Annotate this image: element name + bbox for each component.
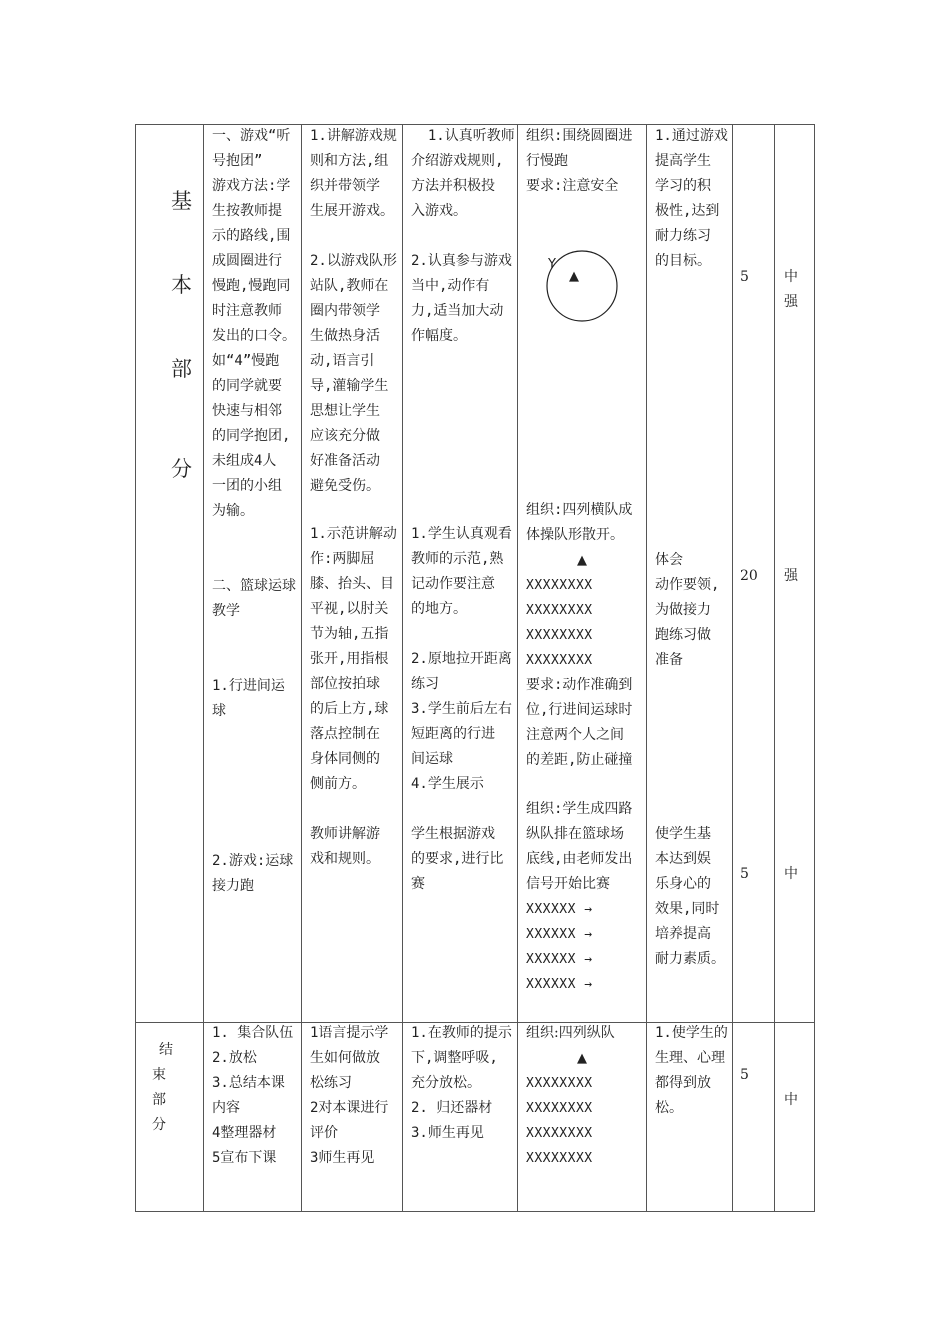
col-line <box>814 124 815 1212</box>
section-label-char: 部 <box>171 357 192 381</box>
col-line <box>774 124 775 1212</box>
table-border-bottom <box>135 1211 815 1212</box>
section-label-char: 本 <box>171 273 192 297</box>
end-time-cell: 5 <box>740 1067 749 1083</box>
basic-org-game: 组织:围绕圆圈进 行慢跑 要求:注意安全 <box>526 128 633 194</box>
end-teacher-cell: 1语言提示学 生如何做放 松练习 2对本课进行 评价 3师生再见 <box>310 1025 389 1166</box>
end-goal-cell: 1.使学生的 生理、心理 都得到放 松。 <box>655 1025 728 1116</box>
circle-x-mark: Y <box>548 257 556 272</box>
end-label-char: 部 <box>152 1092 166 1108</box>
basic-goal-game: 1.通过游戏 提高学生 学习的积 极性,达到 耐力练习 的目标。 <box>655 128 728 269</box>
end-label-char: 结 <box>159 1042 173 1058</box>
basic-student-relay: 学生根据游戏 的要求,进行比 赛 <box>411 826 504 892</box>
end-label-char: 分 <box>152 1117 166 1133</box>
dribble-formation-rows: XXXXXXXX XXXXXXXX XXXXXXXX XXXXXXXX <box>526 578 593 668</box>
end-formation-rows: XXXXXXXX XXXXXXXX XXXXXXXX XXXXXXXX <box>526 1076 593 1166</box>
end-org-top: 组织:四列纵队 <box>526 1025 615 1041</box>
col-line <box>402 124 403 1212</box>
teacher-triangle-icon: ▲ <box>569 269 579 284</box>
col-line <box>732 124 733 1212</box>
section-label-char: 基 <box>171 189 192 213</box>
basic-time-relay: 5 <box>740 866 749 882</box>
lesson-plan-table <box>135 124 815 1212</box>
basic-teacher-dribble: 1.示范讲解动 作:两脚屈 膝、抬头、目 平视,以肘关 节为轴,五指 张开,用指根 部位按拍球 的后上方,球 落点控制在 身体同侧的 侧前方。 <box>310 526 397 792</box>
basic-org-relay-top: 组织:学生成四路 纵队排在篮球场 底线,由老师发出 信号开始比赛 <box>526 801 633 892</box>
teacher-triangle-icon: ▲ <box>577 553 587 568</box>
basic-content-cell: 一、游戏“听 号抱团” 游戏方法:学 生按教师提 示的路线,围 成圆圈进行 慢跑,慢跑同 时注意教师 发出的口令。 如“4”慢跑 的同学就要 快速与相邻 的同学抱团, 未组成4人 一团的小组 为输。 二、篮球运球 教学 1.行进间运 球 2.游戏:运球 接力跑 <box>212 128 296 894</box>
basic-student-dribble: 1.学生认真观看 教师的示范,熟 记动作要注意 的地方。 2.原地拉开距离 练习 3.学生前后左右 短距离的行进 间运球 4.学生展示 <box>411 526 512 792</box>
end-content-cell: 1. 集合队伍 2.放松 3.总结本课 内容 4整理器材 5宣布下课 <box>212 1025 294 1166</box>
basic-teacher-relay: 教师讲解游 戏和规则。 <box>310 826 380 867</box>
basic-goal-relay: 使学生基 本达到娱 乐身心的 效果,同时 培养提高 耐力素质。 <box>655 826 725 967</box>
col-line <box>517 124 518 1212</box>
basic-teacher-game: 1.讲解游戏规 则和方法,组 织并带领学 生展开游戏。 2.以游戏队形 站队,教师在 圈内带领学 生做热身活 动,语言引 导,灌输学生 思想让学生 应该充分做 好准备活动 避免受伤。 <box>310 128 397 494</box>
end-student-cell: 1.在教师的提示 下,调整呼吸, 充分放松。 2. 归还器材 3.师生再见 <box>411 1025 512 1141</box>
basic-goal-dribble: 体会 动作要领, 为做接力 跑练习做 准备 <box>655 552 720 668</box>
basic-org-dribble-req: 要求:动作准确到 位,行进间运球时 注意两个人之间 的差距,防止碰撞 <box>526 677 633 768</box>
relay-formation-rows: XXXXXX → XXXXXX → XXXXXX → XXXXXX → <box>526 902 593 992</box>
basic-student-game: 1.认真听教师 介绍游戏规则, 方法并积极投 入游戏。 2.认真参与游戏 当中,动作有 力,适当加大动 作幅度。 <box>411 128 515 344</box>
basic-time-game: 5 <box>740 269 749 285</box>
end-label-char: 束 <box>152 1067 166 1083</box>
section-label-char: 分 <box>171 457 192 481</box>
teacher-triangle-icon: ▲ <box>577 1051 587 1066</box>
col-line <box>135 124 136 1212</box>
end-intensity-cell: 中 <box>784 1092 798 1108</box>
basic-intensity-game: 中 强 <box>784 269 798 310</box>
col-line <box>646 124 647 1212</box>
col-line <box>203 124 204 1212</box>
basic-intensity-dribble: 强 <box>784 568 798 584</box>
basic-org-dribble-top: 组织:四列横队成 体操队形散开。 <box>526 502 633 543</box>
basic-time-dribble: 20 <box>740 568 758 584</box>
basic-intensity-relay: 中 <box>784 866 798 882</box>
formation-circle <box>547 251 617 321</box>
circle-formation-diagram <box>545 248 619 328</box>
